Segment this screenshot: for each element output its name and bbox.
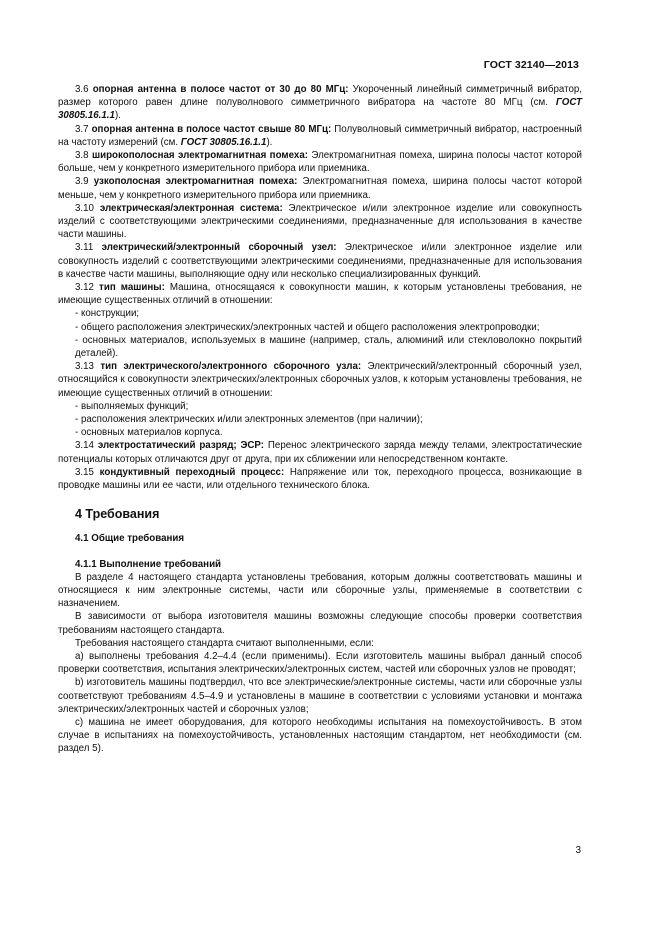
list-item: - общего расположения электрических/электронных частей и общего расположения электропроводки; — [75, 321, 540, 333]
paragraph-3-12: 3.12 тип машины: Машина, относящаяся к совокупности машин, к которым установлены требования, не имеющие существенных отличий в отношении: — [58, 282, 582, 307]
list-item: - выполняемых функций; — [75, 400, 189, 412]
paragraph-3-11: 3.11 электрический/электронный сборочный узел: Электрическое и/или электронное изделие или совокупность изделий с соответствующими электрическими соединениями, предназначенные для использования в качестве части машины, выполняющие одну или несколько специализированных функций. — [58, 242, 583, 280]
paragraph: Требования настоящего стандарта считают выполненными, если: — [75, 637, 374, 649]
section-4-heading: 4 Требования — [75, 507, 160, 522]
list-item: - основных материалов корпуса. — [75, 427, 223, 439]
document-header: ГОСТ 32140—2013 — [483, 59, 579, 71]
paragraph-3-13: 3.13 тип электрического/электронного сборочного узла: Электрический/электронный сборочный узел, относящийся к совокупности электрических/электронных сборочных узлов, к которым установлены требования, не имеющие существенных отличий в отношении: — [58, 361, 582, 399]
paragraph-3-7: 3.7 опорная антенна в полосе частот свыше 80 МГц: Полуволновый симметричный вибратор, настроенный на частоту измерений (см. ГОСТ 30805.16.1.1). — [58, 123, 582, 148]
paragraph-3-6: 3.6 опорная антенна в полосе частот от 30 до 80 МГц: Укороченный линейный симметричный вибратор, размер которого равен длине полуволнового симметричного вибратора на частоте 80 МГц (см. ГОСТ 30805.16.1.1). — [58, 84, 582, 122]
list-item: - расположения электрических и/или электронных элементов (при наличии); — [75, 414, 423, 426]
paragraph-3-15: 3.15 кондуктивный переходный процесс: Напряжение или ток, переходного процесса, возникающие в проводке машины или ее части, или отдельного технического блока. — [58, 466, 582, 492]
list-item-b: b) изготовитель машины подтвердил, что все электрические/электронные системы, части или сборочные узлы соответствуют требованиям 4.5–4.9 и установлены в машине в соответствии с условиями установки и монтажа электрических/электронных частей и сборочных узлов; — [58, 677, 582, 715]
page-number: 3 — [575, 845, 581, 856]
paragraph: В разделе 4 настоящего стандарта установлены требования, которым должны соответствовать машины и относящиеся к ним электронные системы, части или сборочные узлы, применяемые в соответствии с назначением. — [58, 571, 582, 610]
subsection-4-1-1-heading: 4.1.1 Выполнение требований — [75, 558, 222, 570]
list-item: - конструкции; — [75, 308, 140, 320]
paragraph-3-10: 3.10 электрическая/электронная система: Электрическое и/или электронное изделие или совокупность изделий с соответствующими электрическими соединениями, предназначенные для использования в качестве части машины. — [58, 202, 582, 241]
list-item: - основных материалов, используемых в машине (например, сталь, алюминий или стекловолокно покрытий деталей). — [75, 334, 582, 360]
list-item-c: с) машина не имеет оборудования, для которого необходимы испытания на помехоустойчивость. В этом случае в испытаниях на помехоустойчивость, установленных настоящим стандартом, нет необходимости (см. раздел 5). — [58, 716, 582, 755]
paragraph-3-9: 3.9 узкополосная электромагнитная помеха: Электромагнитная помеха, ширина полосы частот которой меньше, чем у конкретного измерительного прибора или приемника. — [58, 176, 582, 201]
list-item-a: а) выполнены требования 4.2–4.4 (если применимы). Если изготовитель машины выбрал данный способ проверки соответствия, испытания электрических/электронных систем, частей или сборочных узлов не проводят; — [58, 650, 582, 676]
paragraph-3-8: 3.8 широкополосная электромагнитная помеха: Электромагнитная помеха, ширина полосы частот которой больше, чем у конкретного измерительного прибора или приемника. — [58, 150, 582, 175]
document-body — [58, 83, 582, 756]
subsection-4-1-heading: 4.1 Общие требования — [75, 533, 185, 545]
paragraph: В зависимости от выбора изготовителя машины возможны следующие способы проверки соответствия требованиям настоящего стандарта. — [58, 611, 582, 636]
paragraph-3-14: 3.14 электростатический разряд; ЭСР: Перенос электрического заряда между телами, электростатические потенциалы которых отличаются друг от друга, при их сближении или непосредственном контакте. — [58, 440, 583, 465]
